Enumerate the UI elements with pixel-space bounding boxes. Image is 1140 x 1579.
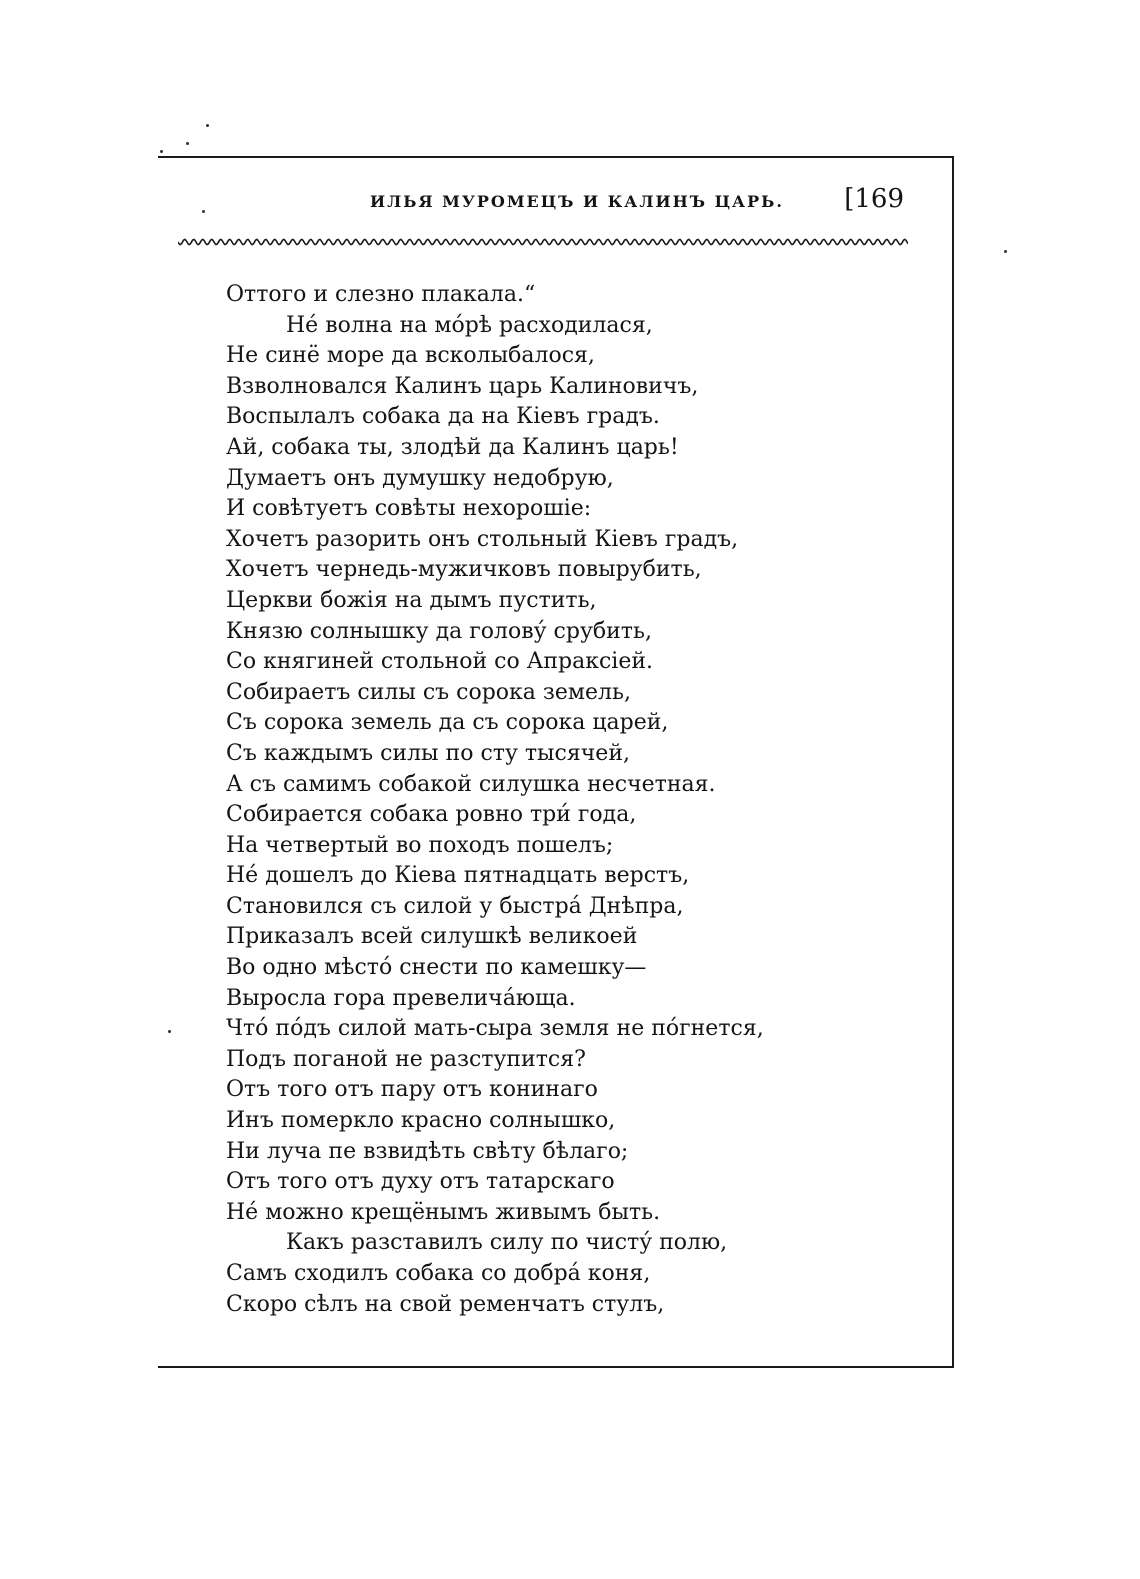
poem-line: Церкви божія на дымъ пустить, — [226, 587, 597, 613]
poem-line: Инъ померкло красно солнышко, — [226, 1108, 616, 1134]
poem-text — [226, 280, 926, 1320]
right-margin-rule — [952, 156, 954, 1368]
poem-line: Хочетъ чернедь-мужичковъ повырубить, — [226, 557, 702, 583]
poem-line: Князю солнышку да голову́ срубить, — [226, 618, 652, 644]
ornamental-wavy-rule — [178, 236, 908, 248]
poem-line: Не синё море да всколыбалося, — [226, 343, 595, 369]
print-speck — [206, 124, 209, 127]
poem-line: Съ каждымъ силы по сту тысячей, — [226, 740, 630, 766]
poem-line: Становился съ силой у быстра́ Днѣпра, — [226, 893, 684, 919]
poem-line: Что́ по́дъ силой мать-сыра земля не по́гнется, — [226, 1016, 764, 1042]
poem-line: На четвертый во походъ пошелъ; — [226, 832, 614, 858]
print-speck — [1004, 250, 1007, 253]
bottom-rule — [158, 1366, 954, 1368]
poem-line: Взволновался Калинъ царь Калиновичъ, — [226, 373, 699, 399]
poem-line: Скоро сѣлъ на свой ременчатъ стулъ, — [226, 1291, 665, 1317]
poem-line: Самъ сходилъ собака со добра́ коня, — [226, 1261, 651, 1286]
poem-line: Ай, собака ты, злодѣй да Калинъ царь! — [226, 434, 679, 460]
poem-line: Со княгиней стольной со Апраксіей. — [226, 649, 654, 675]
poem-line: Не́ дошелъ до Кіева пятнадцать верстъ, — [226, 863, 690, 889]
poem-line: Во одно мѣсто́ снести по камешку— — [226, 955, 647, 981]
poem-line: А съ самимъ собакой силушка несчетная. — [226, 771, 716, 797]
poem-line: Ни луча пе взвидѣть свѣту бѣлаго; — [226, 1138, 629, 1164]
poem-line: Подъ поганой не разступится? — [226, 1046, 586, 1072]
top-rule — [158, 156, 954, 158]
poem-line: Отъ того отъ пару отъ конинаго — [226, 1077, 598, 1103]
print-speck — [202, 210, 205, 213]
print-speck — [186, 142, 189, 145]
poem-line: Приказалъ всей силушкѣ великоей — [226, 924, 638, 950]
poem-line: Хочетъ разорить онъ стольный Кіевъ градъ, — [226, 526, 739, 552]
print-speck — [160, 150, 163, 153]
poem-line: Какъ разставилъ силу по чисту́ полю, — [286, 1230, 728, 1256]
poem-line: Собирается собака ровно три́ года, — [226, 802, 637, 828]
poem-line: Отъ того отъ духу отъ татарскаго — [226, 1169, 615, 1195]
poem-line: Съ сорока земель да съ сорока царей, — [226, 710, 669, 736]
running-head — [180, 182, 910, 222]
poem-line: Не́ волна на мо́рѣ расходилася, — [286, 312, 653, 338]
poem-line: Воспылалъ собака да на Кіевъ градъ. — [226, 404, 660, 430]
poem-line: Оттого и слезно плакала.“ — [226, 282, 536, 307]
running-title: ИЛЬЯ МУРОМЕЦЪ И КАЛИНЪ ЦАРЬ. — [370, 192, 784, 211]
poem-line: Собираетъ силы съ сорока земель, — [226, 679, 631, 705]
poem-line: Не́ можно крещёнымъ живымъ быть. — [226, 1199, 661, 1225]
poem-line: И совѣтуетъ совѣты нехорошіе: — [226, 496, 592, 522]
page-number: [169 — [844, 184, 904, 214]
poem-line: Думаетъ онъ думушку недобрую, — [226, 465, 614, 491]
poem-line: Выросла гора превеличáюща. — [226, 985, 576, 1011]
print-speck — [168, 1030, 171, 1033]
